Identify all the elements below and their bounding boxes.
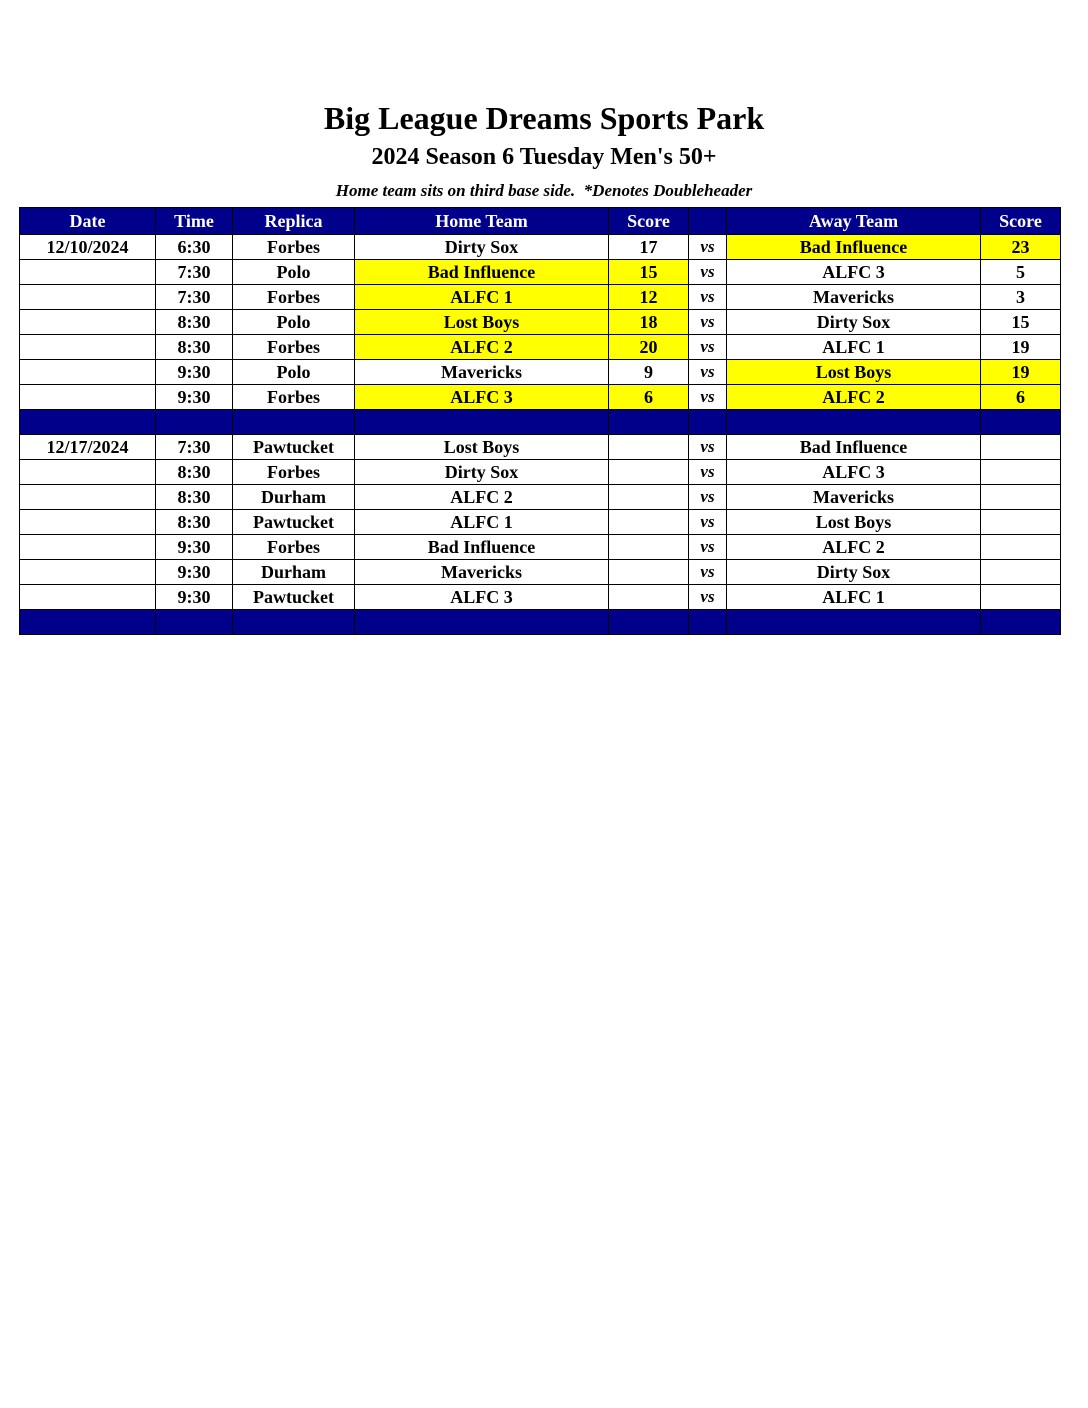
game-time: 9:30 xyxy=(156,385,233,410)
game-replica-field: Pawtucket xyxy=(233,435,355,460)
home-team: ALFC 1 xyxy=(355,510,609,535)
away-team: ALFC 1 xyxy=(727,335,981,360)
home-team: ALFC 3 xyxy=(355,385,609,410)
game-date xyxy=(20,585,156,610)
game-date xyxy=(20,360,156,385)
away-score: 5 xyxy=(981,260,1061,285)
table-row xyxy=(20,560,1061,585)
separator-cell xyxy=(727,410,981,435)
game-replica-field: Forbes xyxy=(233,235,355,260)
page-title: Big League Dreams Sports Park xyxy=(323,100,765,136)
game-date xyxy=(20,535,156,560)
away-score: 3 xyxy=(981,285,1061,310)
column-header-vs xyxy=(689,208,727,235)
away-score: 15 xyxy=(981,310,1061,335)
home-score xyxy=(609,535,689,560)
table-row xyxy=(20,285,1061,310)
away-team: Bad Influence xyxy=(727,235,981,260)
away-score xyxy=(981,585,1061,610)
column-header-home-score: Score xyxy=(609,208,689,235)
game-date xyxy=(20,460,156,485)
separator-cell xyxy=(609,410,689,435)
home-team: ALFC 2 xyxy=(355,335,609,360)
game-replica-field: Forbes xyxy=(233,535,355,560)
home-score xyxy=(609,435,689,460)
column-header-time: Time xyxy=(156,208,233,235)
table-row xyxy=(20,360,1061,385)
week-separator-row xyxy=(20,410,1061,435)
week1-games xyxy=(20,235,1061,410)
separator-cell xyxy=(156,610,233,635)
separator-cell xyxy=(233,410,355,435)
home-team: Mavericks xyxy=(355,360,609,385)
game-time: 8:30 xyxy=(156,485,233,510)
column-header-home-team: Home Team xyxy=(355,208,609,235)
vs-label: vs xyxy=(689,285,727,310)
game-time: 8:30 xyxy=(156,310,233,335)
schedule-note: Home team sits on third base side. *Denotes Doubleheader xyxy=(335,181,753,200)
table-row xyxy=(20,335,1061,360)
separator-cell xyxy=(20,610,156,635)
home-score: 18 xyxy=(609,310,689,335)
away-team: Mavericks xyxy=(727,285,981,310)
away-score xyxy=(981,460,1061,485)
home-team: Lost Boys xyxy=(355,435,609,460)
column-header-away-team: Away Team xyxy=(727,208,981,235)
game-date: 12/10/2024 xyxy=(20,235,156,260)
game-time: 8:30 xyxy=(156,335,233,360)
column-header-replica: Replica xyxy=(233,208,355,235)
vs-label: vs xyxy=(689,485,727,510)
table-row xyxy=(20,385,1061,410)
away-score xyxy=(981,535,1061,560)
table-row xyxy=(20,260,1061,285)
game-replica-field: Durham xyxy=(233,485,355,510)
game-date xyxy=(20,485,156,510)
vs-label: vs xyxy=(689,460,727,485)
column-header-away-score: Score xyxy=(981,208,1061,235)
table-footer-row xyxy=(20,610,1061,635)
separator-cell xyxy=(355,410,609,435)
home-score: 20 xyxy=(609,335,689,360)
game-time: 9:30 xyxy=(156,360,233,385)
separator-cell xyxy=(355,610,609,635)
game-date xyxy=(20,335,156,360)
separator-cell xyxy=(689,410,727,435)
away-team: Bad Influence xyxy=(727,435,981,460)
away-team: ALFC 3 xyxy=(727,460,981,485)
vs-label: vs xyxy=(689,260,727,285)
home-team: Dirty Sox xyxy=(355,235,609,260)
game-time: 8:30 xyxy=(156,510,233,535)
separator-cell xyxy=(727,610,981,635)
table-row xyxy=(20,535,1061,560)
game-replica-field: Forbes xyxy=(233,335,355,360)
away-team: Mavericks xyxy=(727,485,981,510)
column-header-date: Date xyxy=(20,208,156,235)
page-subtitle: 2024 Season 6 Tuesday Men's 50+ xyxy=(371,144,717,170)
game-replica-field: Pawtucket xyxy=(233,510,355,535)
game-time: 7:30 xyxy=(156,435,233,460)
vs-label: vs xyxy=(689,510,727,535)
separator-cell xyxy=(156,410,233,435)
vs-label: vs xyxy=(689,585,727,610)
game-date xyxy=(20,560,156,585)
game-date xyxy=(20,260,156,285)
separator-cell xyxy=(689,610,727,635)
home-score xyxy=(609,460,689,485)
table-row xyxy=(20,585,1061,610)
game-time: 8:30 xyxy=(156,460,233,485)
away-team: Lost Boys xyxy=(727,360,981,385)
home-team: ALFC 3 xyxy=(355,585,609,610)
home-team: Bad Influence xyxy=(355,260,609,285)
vs-label: vs xyxy=(689,360,727,385)
week2-games xyxy=(20,435,1061,610)
table-row xyxy=(20,485,1061,510)
game-replica-field: Polo xyxy=(233,260,355,285)
away-team: Lost Boys xyxy=(727,510,981,535)
vs-label: vs xyxy=(689,335,727,360)
game-time: 9:30 xyxy=(156,535,233,560)
game-replica-field: Durham xyxy=(233,560,355,585)
vs-label: vs xyxy=(689,235,727,260)
game-replica-field: Polo xyxy=(233,310,355,335)
away-score xyxy=(981,510,1061,535)
home-score: 17 xyxy=(609,235,689,260)
home-score xyxy=(609,585,689,610)
schedule-table xyxy=(19,207,1061,635)
game-date xyxy=(20,510,156,535)
table-header-row xyxy=(20,208,1061,235)
game-replica-field: Forbes xyxy=(233,285,355,310)
away-team: ALFC 2 xyxy=(727,385,981,410)
game-time: 9:30 xyxy=(156,585,233,610)
away-score: 19 xyxy=(981,335,1061,360)
away-score xyxy=(981,435,1061,460)
home-team: Dirty Sox xyxy=(355,460,609,485)
away-team: ALFC 2 xyxy=(727,535,981,560)
table-row xyxy=(20,310,1061,335)
vs-label: vs xyxy=(689,560,727,585)
game-replica-field: Forbes xyxy=(233,460,355,485)
game-time: 9:30 xyxy=(156,560,233,585)
game-date xyxy=(20,385,156,410)
separator-cell xyxy=(20,410,156,435)
game-date: 12/17/2024 xyxy=(20,435,156,460)
away-team: ALFC 1 xyxy=(727,585,981,610)
away-score xyxy=(981,560,1061,585)
home-team: Bad Influence xyxy=(355,535,609,560)
vs-label: vs xyxy=(689,310,727,335)
table-row xyxy=(20,435,1061,460)
home-score: 15 xyxy=(609,260,689,285)
game-replica-field: Pawtucket xyxy=(233,585,355,610)
vs-label: vs xyxy=(689,435,727,460)
away-score: 23 xyxy=(981,235,1061,260)
game-time: 7:30 xyxy=(156,260,233,285)
home-score xyxy=(609,560,689,585)
vs-label: vs xyxy=(689,385,727,410)
away-team: Dirty Sox xyxy=(727,560,981,585)
table-row xyxy=(20,510,1061,535)
game-replica-field: Forbes xyxy=(233,385,355,410)
away-team: ALFC 3 xyxy=(727,260,981,285)
game-time: 6:30 xyxy=(156,235,233,260)
vs-label: vs xyxy=(689,535,727,560)
separator-cell xyxy=(609,610,689,635)
separator-cell xyxy=(981,410,1061,435)
away-score: 6 xyxy=(981,385,1061,410)
separator-cell xyxy=(233,610,355,635)
table-row xyxy=(20,460,1061,485)
table-row xyxy=(20,235,1061,260)
away-score xyxy=(981,485,1061,510)
game-date xyxy=(20,285,156,310)
home-team: Lost Boys xyxy=(355,310,609,335)
home-score: 6 xyxy=(609,385,689,410)
home-team: Mavericks xyxy=(355,560,609,585)
away-team: Dirty Sox xyxy=(727,310,981,335)
home-score xyxy=(609,510,689,535)
home-score xyxy=(609,485,689,510)
home-team: ALFC 1 xyxy=(355,285,609,310)
home-score: 9 xyxy=(609,360,689,385)
game-replica-field: Polo xyxy=(233,360,355,385)
game-date xyxy=(20,310,156,335)
game-time: 7:30 xyxy=(156,285,233,310)
home-score: 12 xyxy=(609,285,689,310)
away-score: 19 xyxy=(981,360,1061,385)
separator-cell xyxy=(981,610,1061,635)
home-team: ALFC 2 xyxy=(355,485,609,510)
